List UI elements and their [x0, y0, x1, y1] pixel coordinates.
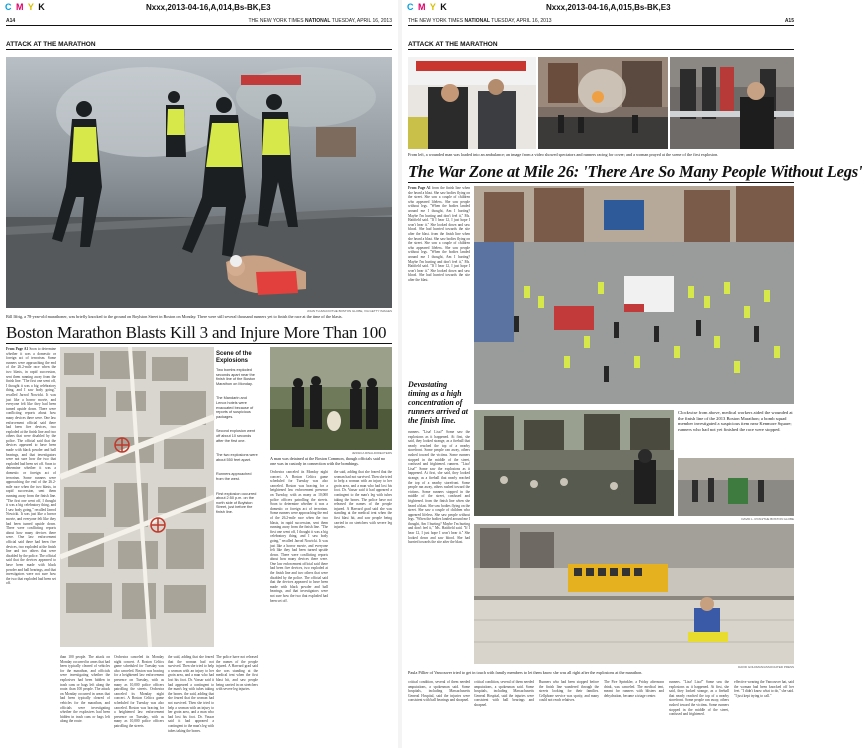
right-article-col1c: critical condition, several of them needed amputations, a spokesman said. Some hospitals, including Massachusetts General Hospital, said the injuries were consistent with ball bearings and shrapnel. [408, 680, 470, 703]
common-photo-credit: JESSICA RINALDI/REUTERS [351, 451, 392, 455]
pull-quote: Devastating timing as a high concentration of runners arrived at the finish line. [408, 380, 469, 425]
folio-page: A14 [6, 18, 16, 24]
right-article-col2: critical condition, several of them needed amputations, a spokesman said. Some hospitals, including Massachusetts General Hospital, said the injuries were consistent with ball bearings and shrapnel. [474, 680, 534, 707]
photo-paula [474, 524, 794, 664]
right-headline: The War Zone at Mile 26: 'There Are So Many People Without Legs' [408, 162, 862, 181]
map-intro: Two bombs exploded seconds apart near the finish line of the Boston Marathon on Monday. [216, 368, 256, 386]
headline-rule [408, 182, 794, 183]
page-slug: Nxxx,2013-04-16,A,015,Bs-BK,E3 [546, 3, 671, 12]
scene-caption: Clockwise from above, medical workers aided the wounded at the finish line of the 2013 Boston Marathon; a bomb squad member investigated a suspicious item near Kenmore Square; runners who had not yet finished the race were stopped. [678, 410, 793, 432]
folio-masthead: THE NEW YORK TIMES NATIONAL TUESDAY, APRIL 16, 2013 [408, 18, 552, 24]
left-article-col1: From Page A1 Soon to determine whether it was a domestic or foreign act of terrorism. Some runners were approaching the end of the 26.2-mile race when the two blasts, in rapid succession, sent them running away from the finish line. "The first one went off, I thought it was a big celebratory thing, and I saw body going," recalled Jarrod Nowicki. It was just like a horror movie, and everyone felt like they had been turned upside down. There were conflicting reports about how many devices there were. One law enforcement official said there had been five devices, two exploded at the finish line and two others that were disabled by the police. The official said that the devices appeared to have been made with black powder and ball bearings, and that investigators were not sure how the two that exploded had been set off. Soon to determine whether it was a domestic or foreign act of terrorism. Some runners were approaching the end of the 26.2-mile race when the two blasts, in rapid succession, sent them running away from the finish line. "The first one went off, I thought it was a big celebratory thing, and I saw body going," recalled Jarrod Nowicki. It was just like a horror movie, and everyone felt like they had been turned upside down. There were conflicting reports about how many devices there were. One law enforcement official said there had been five devices, two exploded at the finish line and two others that were disabled by the police. The official said that the devices appeared to have been made with black powder and ball bearings, and that investigators were not sure how the two that exploded had been set off. [6, 347, 56, 586]
left-article-col2: than 100 people. The attack on Monday occurred in areas that had been typically cleared of vehicles for the marathon, and officials were investigating whether the explosives had been hidden in trash cans or bags left along the route. than 100 people. The attack on Monday occurred in areas that had been typically cleared of vehicles for the marathon, and officials were investigating whether the explosives had been hidden in trash cans or bags left along the route. [60, 655, 110, 724]
folio-bar [6, 18, 392, 26]
right-article-col4: The Fire Sprinkler, a Friday afternoon drink, was canceled. The medical tent, meant for runners with blisters and dehydration, became a triage center. [604, 680, 664, 698]
locator-map [60, 347, 214, 647]
photo-paula-credit: DAVID GOLDMAN/ASSOCIATED PRESS [738, 665, 794, 669]
photo-woman-praying [670, 57, 794, 149]
photo-video-frame [538, 57, 668, 149]
photo-runners-stopped [678, 458, 794, 516]
common-photo-caption: A man was detained at the Boston Common, though officials said no one was in custody in connection with the bombings. [270, 456, 386, 466]
map-note-second: Second explosion went off about 10 seconds after the first one. [216, 429, 256, 443]
folio-masthead: THE NEW YORK TIMES NATIONAL TUESDAY, APRIL 16, 2013 [248, 18, 392, 24]
cmyk-marks: C M Y K [5, 2, 46, 12]
left-article-col4: Orchestra canceled its Monday night concert. A Boston Celtics game scheduled for Tuesday was also canceled. Boston was bracing for a heightened law enforcement presence on Tuesday, with as many as 10,000 police officers patrolling the streets. Soon to determine whether it was a domestic or foreign act of terrorism. Some runners were approaching the end of the 26.2-mile race when the two blasts, in rapid succession, sent them running away from the finish line. "The first one went off, I thought it was a big celebratory thing, and I saw body going," recalled Jarrod Nowicki. It was just like a horror movie, and everyone felt like they had been turned upside down. There were conflicting reports about how many devices there were. One law enforcement official said there had been five devices, two exploded at the finish line and two others that were disabled by the police. The official said that the devices appeared to have been made with black powder and ball bearings, and that investigators were not sure how the two that exploded had been set off. [270, 470, 328, 603]
headline-rule [6, 343, 392, 344]
lead-photo-credit: JOHN TLUMACKI/THE BOSTON GLOBE, VIA GETTY IMAGES [306, 309, 392, 313]
left-article-col2b: Orchestra canceled its Monday night concert. A Boston Celtics game scheduled for Tuesday was also canceled. Boston was bracing for a heightened law enforcement presence on Tuesday, with as many as 10,000 police officers patrolling the streets. Orchestra canceled its Monday night concert. A Boston Celtics game scheduled for Tuesday was also canceled. Boston was bracing for a heightened law enforcement presence on Tuesday, with as many as 10,000 police officers patrolling the streets. [114, 655, 164, 728]
photo-ambulance [408, 57, 536, 149]
map-note-runners: Runners approached from the west. [216, 472, 252, 481]
common-photo [270, 347, 392, 450]
map-note-hotels: The Mandarin and Lenox hotels were evacuated because of reports of suspicious packages. [216, 396, 254, 419]
photo-paula-caption: Paula Pillier of Vancouver tried to get in touch with family members to let them know she was all right after the explosions at the marathon. [408, 670, 643, 675]
cmyk-marks: C M Y K [407, 2, 448, 12]
scene-photo [474, 186, 794, 404]
photo-bomb-squad [474, 410, 674, 516]
right-article-col1b: runners. "Lisa! Lisa!" Some saw the explosions as it happened. At first, she said, they looked strange, as a fireball that nearly reached the top of a nearby storefront. Some people ran away, others rushed toward the victims. Some runners stopped in the middle of the street, confused and frightened. runners. "Lisa! Lisa!" Some saw the explosions as it happened. At first, she said, they looked strange, as a fireball that nearly reached the top of a nearby storefront. Some people ran away, others rushed toward the victims. Some runners stopped in the middle of the street, confused and frightened. from the finish line when she heard a blast. She saw bodies flying on the street. She saw a couple of children who appeared lifeless. She saw people without legs. "When the bodies landed around me I thought, Am I hurting? Maybe I'm hurting and don't feel it," Ms. Haitfield said. "If I hear 12, I just hope I won't hear it." She looked down and saw blood. She had hurried towards the site after the blast. [408, 430, 470, 545]
section-label: ATTACK AT THE MARATHON [6, 41, 392, 50]
left-article-col3: The police have not released the names of the people injured. A Harvard grad said she was standing at the medical tent when the first blast hit, and saw people being carried in on stretchers with severe leg injuries. [216, 655, 258, 692]
section-label: ATTACK AT THE MARATHON [408, 41, 794, 50]
right-article-col3: Runners who had been stopped before the finish line wandered through the streets looking for their families. Cellphone service was spotty, and many could not reach relatives. [539, 680, 599, 703]
right-page [402, 0, 862, 748]
top-strip-caption: From left, a wounded man was loaded into an ambulance; an image from a video showed spectators and runners racing for cover; and a woman prayed at the scene of the first explosion. [408, 152, 719, 157]
lead-photo [6, 57, 392, 308]
left-article-col2c: the said, adding that she feared that the woman had not survived. Then she tried to help a woman with an injury to her groin area, and a man who had lost his foot. Dr. Vassar said it had appeared a contingent to the man's leg with tubes taking the bones. the said, adding that she feared that the woman had not survived. Then she tried to help a woman with an injury to her groin area, and a man who had lost his foot. Dr. Vassar said it had appeared a contingent to the man's leg with tubes taking the bones. [168, 655, 214, 733]
scene-credit: DAVID L. RYAN/THE BOSTON GLOBE [741, 517, 794, 521]
left-article-col5: the said, adding that she feared that the woman had not survived. Then she tried to help a woman with an injury to her groin area, and a man who had lost his foot. Dr. Vassar said it had appeared a contingent to the man's leg with tubes taking the bones. The police have not released the names of the people injured. A Harvard grad said she was standing at the medical tent when the first blast hit, and saw people being carried in on stretchers with severe leg injuries. [334, 470, 392, 530]
map-sidebar [216, 351, 258, 651]
left-page [0, 0, 398, 748]
left-headline: Boston Marathon Blasts Kill 3 and Injure More Than 100 [6, 323, 387, 342]
map-note-first: First explosion occurred about 2:50 p.m. on the north side of Boylston Street, just before the finish line. [216, 491, 257, 514]
lead-photo-caption: Bill Iffrig, a 78-year-old marathoner, was briefly knocked to the ground on Boylston Street in Boston on Monday. There were still several thousand runners yet to finish the race at the time of the blasts. [6, 314, 343, 319]
folio-bar [408, 18, 794, 26]
right-article-col1: From Page A1 from the finish line when she heard a blast. She saw bodies flying on the street. She saw a couple of children who appeared lifeless. She saw people without legs. "When the bodies landed around me I thought, Am I hurting? Maybe I'm hurting and don't feel it," Ms. Haitfield said. "If I hear 12, I just hope I won't hear it." She looked down and saw blood. She had hurried towards the site after the blast. from the finish line when she heard a blast. She saw bodies flying on the street. She saw a couple of children who appeared lifeless. She saw people without legs. "When the bodies landed around me I thought, Am I hurting? Maybe I'm hurting and don't feel it," Ms. Haitfield said. "If I hear 12, I just hope I won't hear it." She looked down and saw blood. She had hurried towards the site after the blast. [408, 186, 470, 282]
page-slug: Nxxx,2013-04-16,A,014,Bs-BK,E3 [146, 3, 271, 12]
right-article-col5: runners. "Lisa! Lisa!" Some saw the explosions as it happened. At first, she said, they looked strange, as a fireball that nearly reached the top of a nearby storefront. Some people ran away, others rushed toward the victims. Some runners stopped in the middle of the street, confused and frightened. [669, 680, 729, 717]
map-title: Scene of the Explosions [216, 351, 252, 364]
right-article-col6: effective wearing the Vancouver hat, said the woman had been knocked off her feet. "I didn't know what to do," she said. "I just kept trying to call." [734, 680, 794, 698]
folio-page: A15 [784, 18, 794, 24]
map-note-distance: The two explosions were about 550 feet apart. [216, 453, 258, 462]
